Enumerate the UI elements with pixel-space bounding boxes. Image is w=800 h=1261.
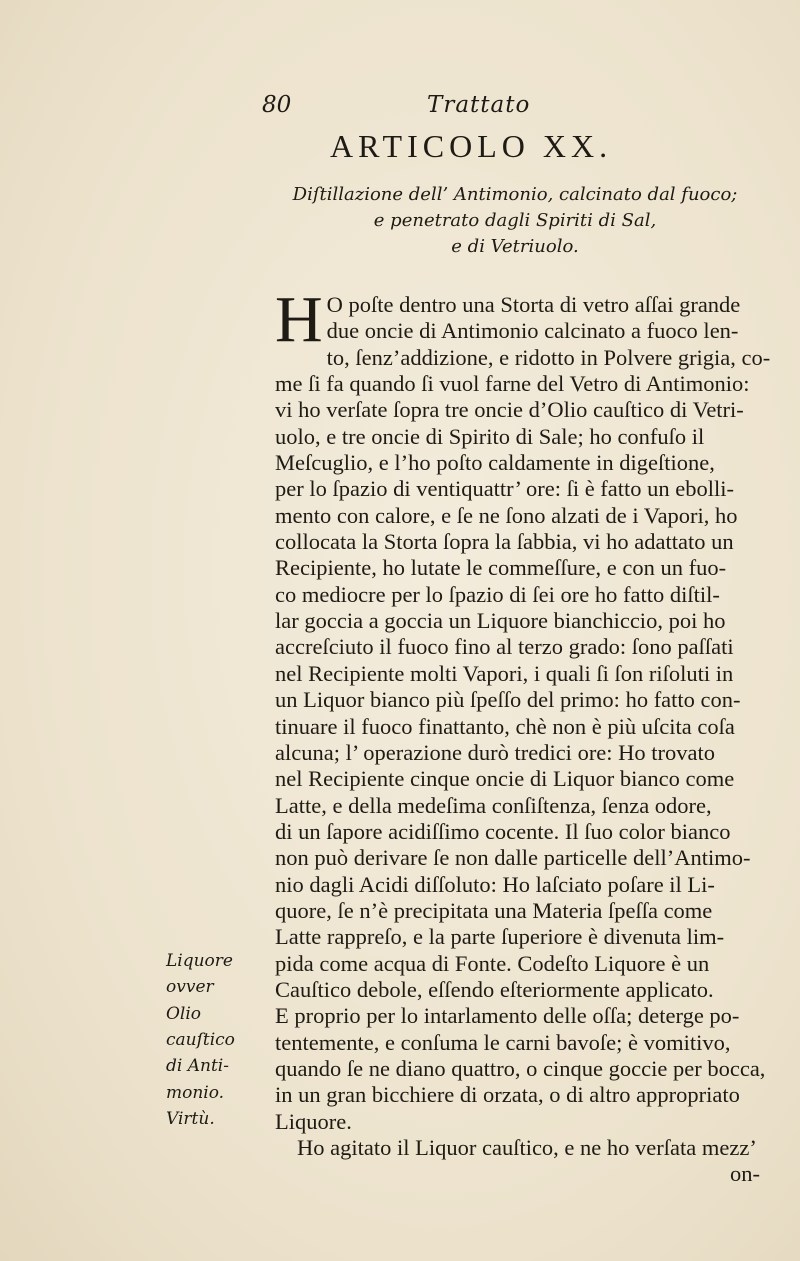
subtitle-line: e di Vetriuolo.	[451, 236, 579, 257]
margin-note	[166, 948, 272, 1132]
margin-note-line: di Anti-	[166, 1056, 229, 1077]
text-line: due oncie di Antimonio calcinato a fuoco len-	[326, 318, 739, 344]
text-line: Cauſtico debole, eſſendo eſteriormente applicato.	[275, 976, 714, 1002]
margin-note-line: monio.	[166, 1082, 225, 1103]
text-line: non può derivare ſe non dalle particelle dell’Antimo-	[275, 845, 751, 871]
text-line: per lo ſpazio di ventiquattr’ ore: ſi è fatto un ebolli-	[275, 476, 735, 502]
text-line: uolo, e tre oncie di Spirito di Sale; ho confuſo il	[275, 423, 705, 449]
text-line: collocata la Storta ſopra la ſabbia, vi ho adattato un	[275, 529, 734, 555]
text-line: to, ſenz’addizione, e ridotto in Polvere grigia, co-	[326, 344, 771, 370]
text-line: Liquore.	[275, 1108, 352, 1134]
text-line: E proprio per lo intarlamento delle oſſa; deterge po-	[275, 1003, 740, 1029]
text-line: tinuare il fuoco finattanto, chè non è più uſcita coſa	[275, 713, 735, 739]
text-line: Ho agitato il Liquor cauſtico, e ne ho verſata mezz’	[297, 1135, 757, 1160]
text-line: nel Recipiente cinque oncie di Liquor bianco come	[275, 766, 735, 792]
text-line: alcuna; l’ operazione durò tredici ore: Ho trovato	[275, 739, 716, 765]
text-line: nel Recipiente molti Vapori, i quali ſi ſon riſoluti in	[275, 660, 734, 686]
text-line: nio dagli Acidi diſſoluto: Ho laſciato poſare il Li-	[275, 871, 715, 897]
subtitle-line: Diſtillazione dell’ Antimonio, calcinato dal fuoco;	[292, 184, 738, 205]
margin-note-line: cauſtico	[166, 1030, 235, 1051]
text-line: Recipiente, ho lutate le commeſſure, e con un fuo-	[275, 555, 727, 581]
text-line: di un ſapore acidiſſimo cocente. Il ſuo color bianco	[275, 818, 731, 844]
text-line: tentemente, e conſuma le carni bavoſe; è vomitivo,	[275, 1029, 731, 1055]
running-title: Trattato	[427, 92, 531, 118]
text-line: O poſte dentro una Storta di vetro aſſai grande	[326, 292, 741, 317]
margin-note-line: Liquore	[166, 951, 233, 971]
text-line: pida come acqua di Fonte. Codeſto Liquore è un	[275, 950, 710, 976]
text-line: Latte, e della medeſima conſiſtenza, ſenza odore,	[275, 792, 712, 818]
text-line: un Liquor bianco più ſpeſſo del primo: ho fatto con-	[275, 687, 741, 713]
text-line: Meſcuglio, e l’ho poſto caldamente in digeſtione,	[275, 450, 715, 476]
page-number: 80	[262, 92, 292, 118]
text-line: quore, ſe n’è precipitata una Materia ſpeſſa come	[275, 897, 713, 923]
text-line: co mediocre per lo ſpazio di ſei ore ho fatto diſtil-	[275, 581, 720, 607]
catchword: on-	[730, 1161, 760, 1187]
article-title: ARTICOLO XX.	[330, 128, 613, 164]
text-line: me ſi fa quando ſi vuol farne del Vetro di Antimonio:	[275, 371, 750, 397]
text-line: accreſciuto il fuoco fino al terzo grado: ſono paſſati	[275, 634, 734, 660]
text-line: mento con calore, e ſe ne ſono alzati de i Vapori, ho	[275, 502, 738, 528]
running-head	[262, 92, 692, 126]
text-line: quando ſe ne diano quattro, o cinque goccie per bocca,	[275, 1055, 766, 1081]
margin-note-line: ovver	[166, 977, 214, 998]
text-line: vi ho verſate ſopra tre oncie d’Olio cauſtico di Vetri-	[275, 397, 744, 423]
subtitle-line: e penetrato dagli Spiriti di Sal,	[373, 210, 657, 231]
text-line: lar goccia a goccia un Liquore bianchiccio, poi ho	[275, 608, 726, 634]
margin-note-line: Virtù.	[166, 1109, 215, 1130]
text-line: Latte rappreſo, e la parte ſuperiore è divenuta lim-	[275, 924, 725, 950]
margin-note-line: Olio	[166, 1003, 202, 1024]
drop-cap: H	[275, 283, 323, 356]
body-text	[275, 283, 780, 1188]
text-line: in un gran bicchiere di orzata, o di altro appropriato	[275, 1082, 740, 1108]
